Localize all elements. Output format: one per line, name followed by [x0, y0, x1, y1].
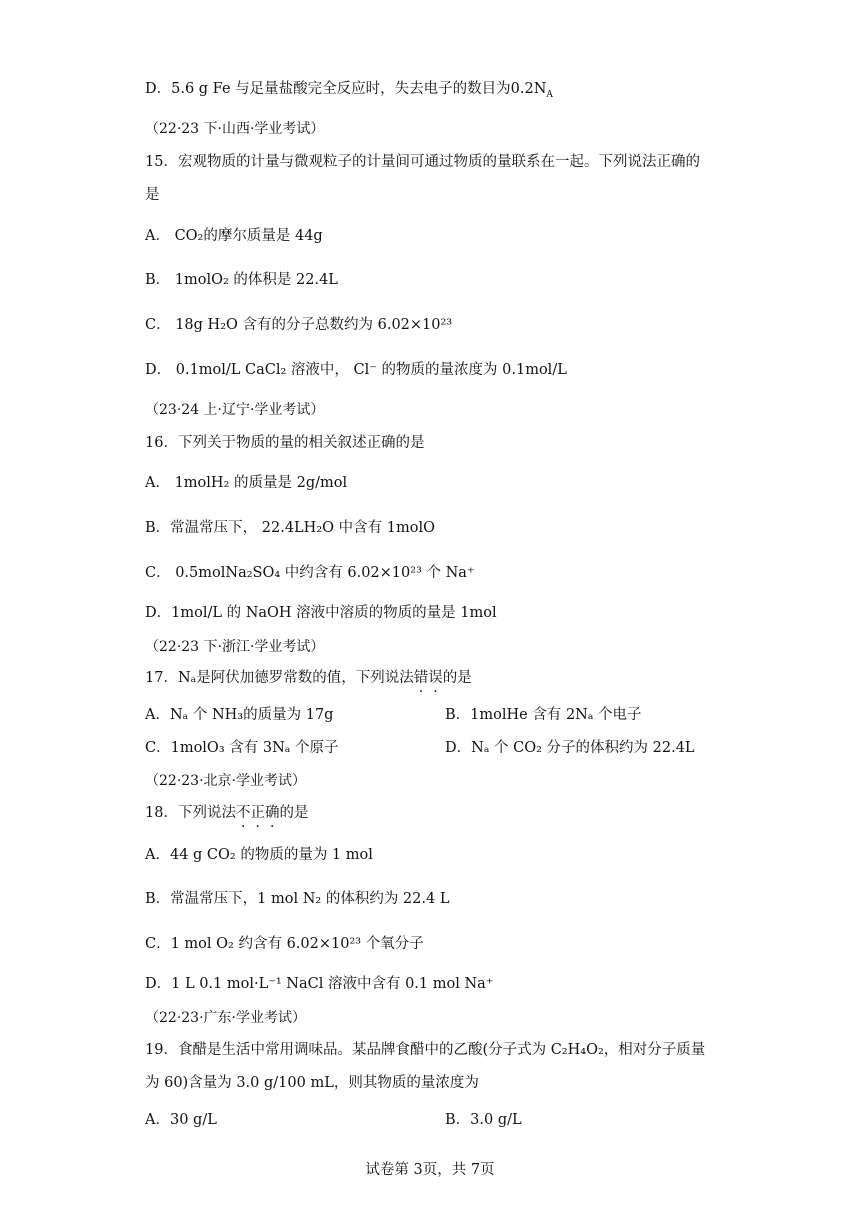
q15-source: （22·23 下·山西·学业考试） — [145, 121, 325, 137]
q18-stem — [145, 803, 308, 823]
q15-option-b: B． 1molO₂ 的体积是 22.4L — [145, 272, 338, 288]
q18-stem-text: 18．下列说法 — [145, 805, 236, 821]
q17-option-b: B．1molHe 含有 2Nₐ 个电子 — [445, 707, 642, 723]
q18-option-d: D．1 L 0.1 mol·L⁻¹ NaCl 溶液中含有 0.1 mol Na⁺ — [145, 976, 494, 992]
q16-option-a: A． 1molH₂ 的质量是 2g/mol — [145, 475, 348, 491]
q17-emphasis-char: 错 — [413, 670, 429, 686]
q19-option-a: A．30 g/L — [145, 1112, 217, 1128]
q17-option-c: C．1molO₃ 含有 3Nₐ 个原子 — [145, 740, 339, 756]
q15-stem-line2: 是 — [145, 187, 160, 203]
q16-option-c: C． 0.5molNa₂SO₄ 中约含有 6.02×10²³ 个 Na⁺ — [145, 565, 475, 581]
q19-stem-line2: 为 60)含量为 3.0 g/100 mL，则其物质的量浓度为 — [145, 1075, 479, 1091]
q15-option-a: A． CO₂的摩尔质量是 44g — [145, 228, 323, 244]
q19-source: （22·23·广东·学业考试） — [145, 1010, 306, 1026]
q17-option-a: A．Nₐ 个 NH₃的质量为 17g — [145, 707, 334, 723]
q17-stem-tail: 的是 — [442, 670, 472, 686]
q17-stem-text: 17．Nₐ是阿伏加德罗常数的值，下列说法 — [145, 670, 414, 686]
page-footer: 试卷第 3页，共 7页 — [365, 1162, 495, 1178]
q17-stem — [145, 668, 472, 688]
q18-source: （22·23·北京·学业考试） — [145, 773, 306, 789]
q16-option-b: B．常温常压下， 22.4LH₂O 中含有 1molO — [145, 520, 435, 536]
q18-emphasis-char: 正 — [250, 805, 265, 821]
q14-option-d-subscript: A — [546, 89, 553, 100]
q17-source: （22·23 下·浙江·学业考试） — [145, 639, 325, 655]
q18-option-c: C．1 mol O₂ 约含有 6.02×10²³ 个氧分子 — [145, 936, 424, 952]
q16-option-d: D．1mol/L 的 NaOH 溶液中溶质的物质的量是 1mol — [145, 605, 497, 621]
q18-option-b: B．常温常压下，1 mol N₂ 的体积约为 22.4 L — [145, 891, 450, 907]
q15-option-d: D． 0.1mol/L CaCl₂ 溶液中， Cl⁻ 的物质的量浓度为 0.1mol/L — [145, 362, 567, 378]
q15-stem-line1: 15．宏观物质的计量与微观粒子的计量间可通过物质的量联系在一起。下列说法正确的 — [145, 154, 700, 170]
q17-option-d: D．Nₐ 个 CO₂ 分子的体积约为 22.4L — [445, 740, 695, 756]
q19-option-b: B．3.0 g/L — [445, 1112, 522, 1128]
q18-option-a: A．44 g CO₂ 的物质的量为 1 mol — [145, 847, 373, 863]
q18-stem-tail: 的是 — [279, 805, 309, 821]
q15-option-c: C． 18g H₂O 含有的分子总数约为 6.02×10²³ — [145, 317, 453, 333]
q16-stem: 16．下列关于物质的量的相关叙述正确的是 — [145, 435, 425, 451]
q18-emphasis-char: 不 — [235, 805, 251, 821]
q19-stem-line1: 19．食醋是生活中常用调味品。某品牌食醋中的乙酸(分子式为 C₂H₄O₂，相对分子质量 — [145, 1042, 706, 1058]
q14-option-d-text: D．5.6 g Fe 与足量盐酸完全反应时，失去电子的数目为0.2N — [145, 81, 547, 97]
q16-source: （23·24 上·辽宁·学业考试） — [145, 402, 325, 418]
q14-option-d — [145, 79, 553, 105]
q18-emphasis-char: 确 — [264, 805, 280, 821]
q17-emphasis-char: 误 — [428, 670, 443, 686]
